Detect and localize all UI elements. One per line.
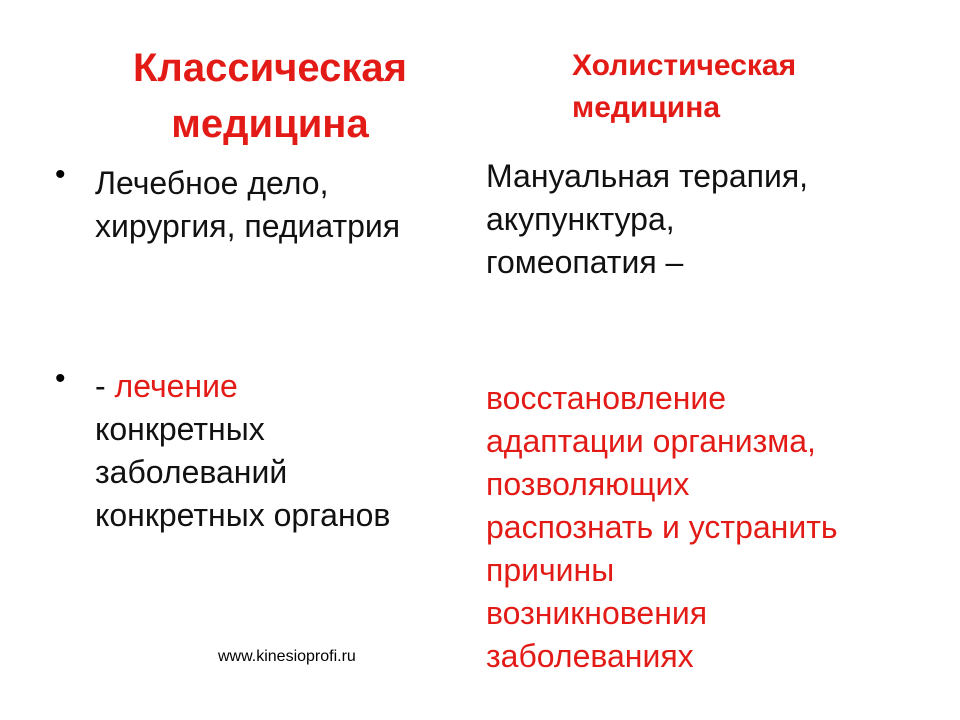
left-item-2-line-3: заболеваний <box>95 454 288 490</box>
left-item-1-line-1: Лечебное дело, <box>95 165 329 201</box>
left-column-title <box>60 40 480 152</box>
right-title-line-1: Холистическая <box>572 49 797 82</box>
left-item-2-red-line-1: лечение <box>114 368 238 404</box>
bullet-icon: • <box>55 158 66 191</box>
right-red-description <box>486 377 838 678</box>
right-red-line-3: позволяющих <box>486 466 690 502</box>
left-item-2-line-2: конкретных <box>95 411 265 447</box>
bullet-icon: • <box>55 362 66 395</box>
left-item-1 <box>95 162 400 248</box>
right-red-line-2: адаптации организма, <box>486 423 816 459</box>
right-desc-line-3: гомеопатия – <box>486 244 684 280</box>
left-item-2-line-1 <box>95 365 390 408</box>
right-red-line-6: возникновения <box>486 595 708 631</box>
right-title-line-2: медицина <box>572 91 721 124</box>
left-item-1-line-2: хирургия, педиатрия <box>95 208 401 244</box>
left-title-line-2: медицина <box>171 102 369 146</box>
right-red-line-4: распознать и устранить <box>486 509 838 545</box>
right-desc-line-2: акупунктура, <box>486 201 675 237</box>
left-item-2-line-4: конкретных органов <box>95 497 391 533</box>
right-column-title <box>572 45 796 129</box>
left-title-line-1: Классическая <box>133 46 407 90</box>
footer-url: www.kinesioprofi.ru <box>218 648 356 665</box>
right-desc-line-1: Мануальная терапия, <box>486 158 809 194</box>
right-red-line-5: причины <box>486 552 615 588</box>
left-item-2-prefix: - <box>95 368 115 404</box>
right-description <box>486 155 808 284</box>
left-item-2 <box>95 365 390 537</box>
right-red-line-1: восстановление <box>486 380 727 416</box>
right-red-line-7: заболеваниях <box>486 638 694 674</box>
